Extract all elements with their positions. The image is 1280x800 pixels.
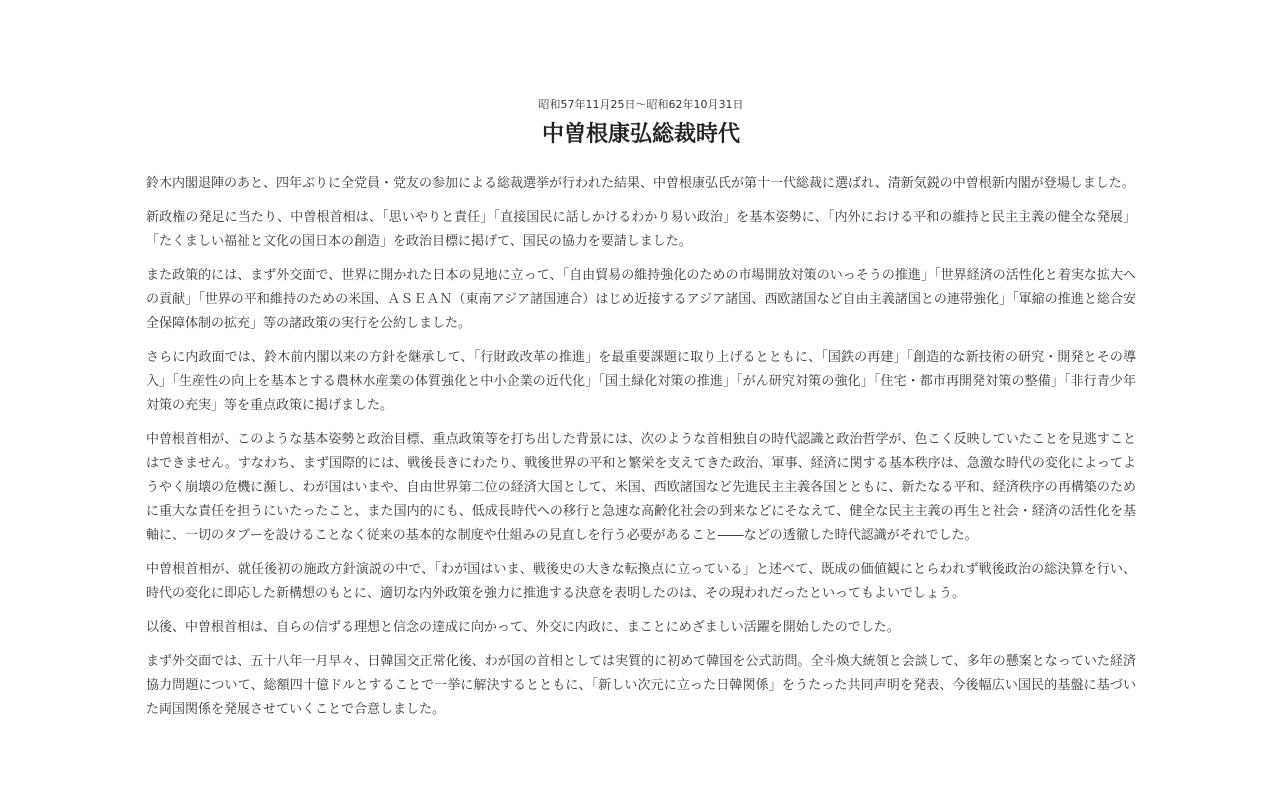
page-title: 中曽根康弘総裁時代 — [541, 122, 740, 147]
article — [146, 96, 1136, 732]
paragraph: 鈴木内閣退陣のあと、四年ぶりに全党員・党友の参加による総裁選挙が行われた結果、中曽根康弘氏が第十一代総裁に選ばれ、清新気鋭の中曽根新内閣が登場しました。 — [146, 176, 1135, 191]
paragraph: 中曽根首相が、このような基本姿勢と政治目標、重点政策等を打ち出した背景には、次のような首相独自の時代認識と政治哲学が、色こく反映していたことを見逃すことはできません。すなわち、まず国際的には、戦後長きにわたり、戦後世界の平和と繁栄を支えてきた政治、軍事、経済に関する基本秩序は、急激な時代の変化によってようやく崩壊の危機に瀕し、わが国はいまや、自由世界第二位の経済大国として、米国、西欧諸国など先進民主主義各国とともに、新たなる平和、経済秩序の再構築のために重大な責任を担うにいたったこと、また国内的にも、低成長時代への移行と急速な高齢化社会の到来などにそなえて、健全な民主主義の再生と社会・経済の活性化を基軸に、一切のタブーを設けることなく従来の基本的な制度や仕組みの見直しを行う必要があること――などの透徹した時代認識がそれでした。 — [146, 432, 1136, 543]
article-body — [146, 172, 1136, 722]
paragraph: 以後、中曽根首相は、自らの信ずる理想と信念の達成に向かって、外交に内政に、まことにめざましい活躍を開始したのでした。 — [146, 620, 900, 635]
paragraph: 中曽根首相が、就任後初の施政方針演説の中で、「わが国はいま、戦後史の大きな転換点に立っている」と述べて、既成の価値観にとらわれず戦後政治の総決算を行い、時代の変化に即応した新構想のもとに、適切な内外政策を強力に推進する決意を表明したのは、その現われだったといってもよいでしょう。 — [146, 562, 1136, 601]
paragraph: 新政権の発足に当たり、中曽根首相は、「思いやりと責任」「直接国民に話しかけるわかり易い政治」を基本姿勢に、「内外における平和の維持と民主主義の健全な発展」「たくましい福祉と文化の国日本の創造」を政治目標に掲げて、国民の協力を要請しました。 — [146, 210, 1136, 249]
period-dates: 昭和57年11月25日～昭和62年10月31日 — [538, 98, 744, 111]
paragraph: まず外交面では、五十八年一月早々、日韓国交正常化後、わが国の首相としては実質的に初めて韓国を公式訪問。全斗煥大統領と会談して、多年の懸案となっていた経済協力問題について、総額四十億ドルとすることで一挙に解決するとともに、「新しい次元に立った日韓関係」をうたった共同声明を発表、今後幅広い国民的基盤に基づいた両国関係を発展させていくことで合意しました。 — [146, 654, 1136, 717]
paragraph: また政策的には、まず外交面で、世界に開かれた日本の見地に立って、「自由貿易の維持強化のための市場開放対策のいっそうの推進」「世界経済の活性化と着実な拡大への貢献」「世界の平和維持のための米国、ＡＳＥＡＮ（東南アジア諸国連合）はじめ近接するアジア諸国、西欧諸国など自由主義諸国との連帯強化」「軍縮の推進と総合安全保障体制の拡充」等の諸政策の実行を公約しました。 — [146, 268, 1136, 331]
paragraph: さらに内政面では、鈴木前内閣以来の方針を継承して、「行財政改革の推進」を最重要課題に取り上げるとともに、「国鉄の再建」「創造的な新技術の研究・開発とその導入」「生産性の向上を基本とする農林水産業の体質強化と中小企業の近代化」「国土緑化対策の推進」「がん研究対策の強化」「住宅・都市再開発対策の整備」「非行青少年対策の充実」等を重点政策に掲げました。 — [146, 350, 1136, 413]
